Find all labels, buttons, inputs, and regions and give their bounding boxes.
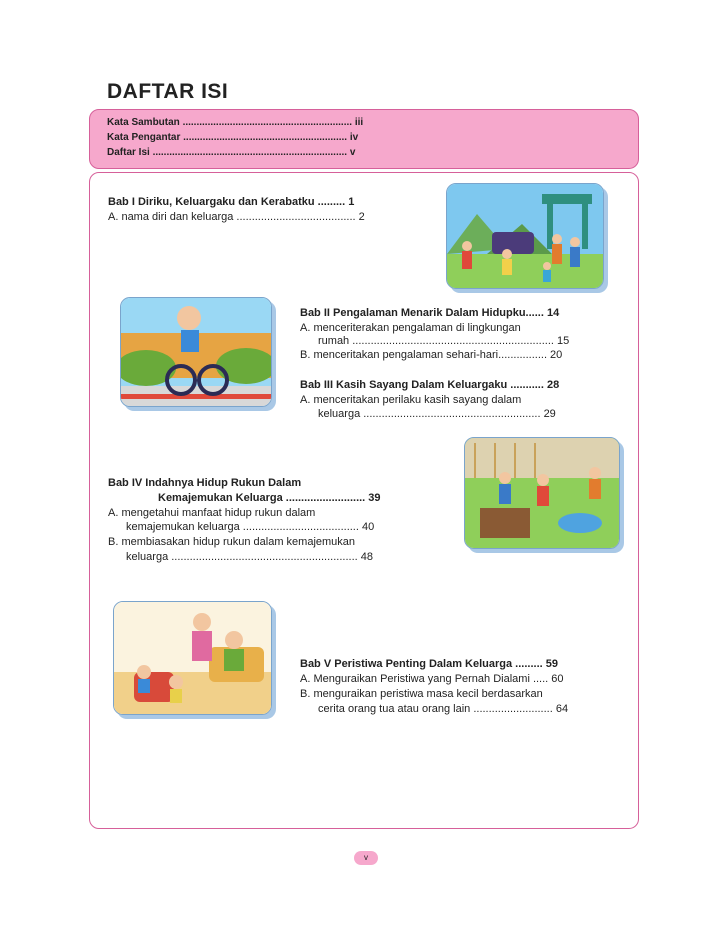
illustration-boy-cycling [120, 297, 272, 407]
toc-entry-5b[interactable]: B. menguraikan peristiwa masa kecil berdasarkan [300, 688, 543, 700]
illustration-family-home [113, 601, 272, 715]
illustration-community-garden [464, 437, 620, 549]
toc-entry-3a[interactable]: A. menceritakan perilaku kasih sayang dalam [300, 394, 522, 406]
toc-entry-kata-pengantar[interactable]: Kata Pengantar ........................................................... iv [107, 132, 359, 143]
toc-entry-2a[interactable]: A. menceriterakan pengalaman di lingkungan [300, 322, 521, 334]
toc-entry-4a-cont[interactable]: kemajemukan keluarga ...................................... 40 [126, 521, 375, 533]
toc-entry-5b-cont[interactable]: cerita orang tua atau orang lain .......................... 64 [318, 703, 569, 715]
toc-entry-1a[interactable]: A. nama diri dan keluarga ....................................... 2 [108, 211, 365, 223]
toc-chapter-3[interactable]: Bab III Kasih Sayang Dalam Keluargaku ........... 28 [300, 379, 560, 391]
page-title: DAFTAR ISI [107, 80, 229, 103]
toc-chapter-2[interactable]: Bab II Pengalaman Menarik Dalam Hidupku...... 14 [300, 307, 560, 319]
toc-entry-4b-cont[interactable]: keluarga ............................................................. 48 [126, 551, 373, 563]
toc-entry-daftar-isi[interactable]: Daftar Isi ...................................................................... v [107, 147, 356, 158]
toc-entry-4a[interactable]: A. mengetahui manfaat hidup rukun dalam [108, 507, 316, 519]
toc-chapter-5[interactable]: Bab V Peristiwa Penting Dalam Keluarga ......... 59 [300, 658, 558, 670]
toc-chapter-1[interactable]: Bab I Diriku, Keluargaku dan Kerabatku ......... 1 [108, 196, 355, 208]
toc-entry-2a-cont[interactable]: rumah .................................................................. 15 [318, 335, 570, 347]
toc-entry-5a[interactable]: A. Menguraikan Peristiwa yang Pernah Dialami ..... 60 [300, 673, 564, 685]
toc-entry-kata-sambutan[interactable]: Kata Sambutan ............................................................. iii [107, 117, 364, 128]
illustration-family-outing [446, 183, 604, 289]
page-number: v [354, 851, 378, 865]
toc-entry-4b[interactable]: B. membiasakan hidup rukun dalam kemajemukan [108, 536, 356, 548]
toc-entry-3a-cont[interactable]: keluarga .......................................................... 29 [318, 408, 556, 420]
toc-entry-2b[interactable]: B. menceritakan pengalaman sehari-hari................ 20 [300, 349, 563, 361]
toc-chapter-4[interactable]: Bab IV Indahnya Hidup Rukun Dalam [108, 477, 302, 489]
toc-chapter-4-cont[interactable]: Kemajemukan Keluarga .......................... 39 [158, 492, 381, 504]
front-matter-box [89, 109, 639, 169]
